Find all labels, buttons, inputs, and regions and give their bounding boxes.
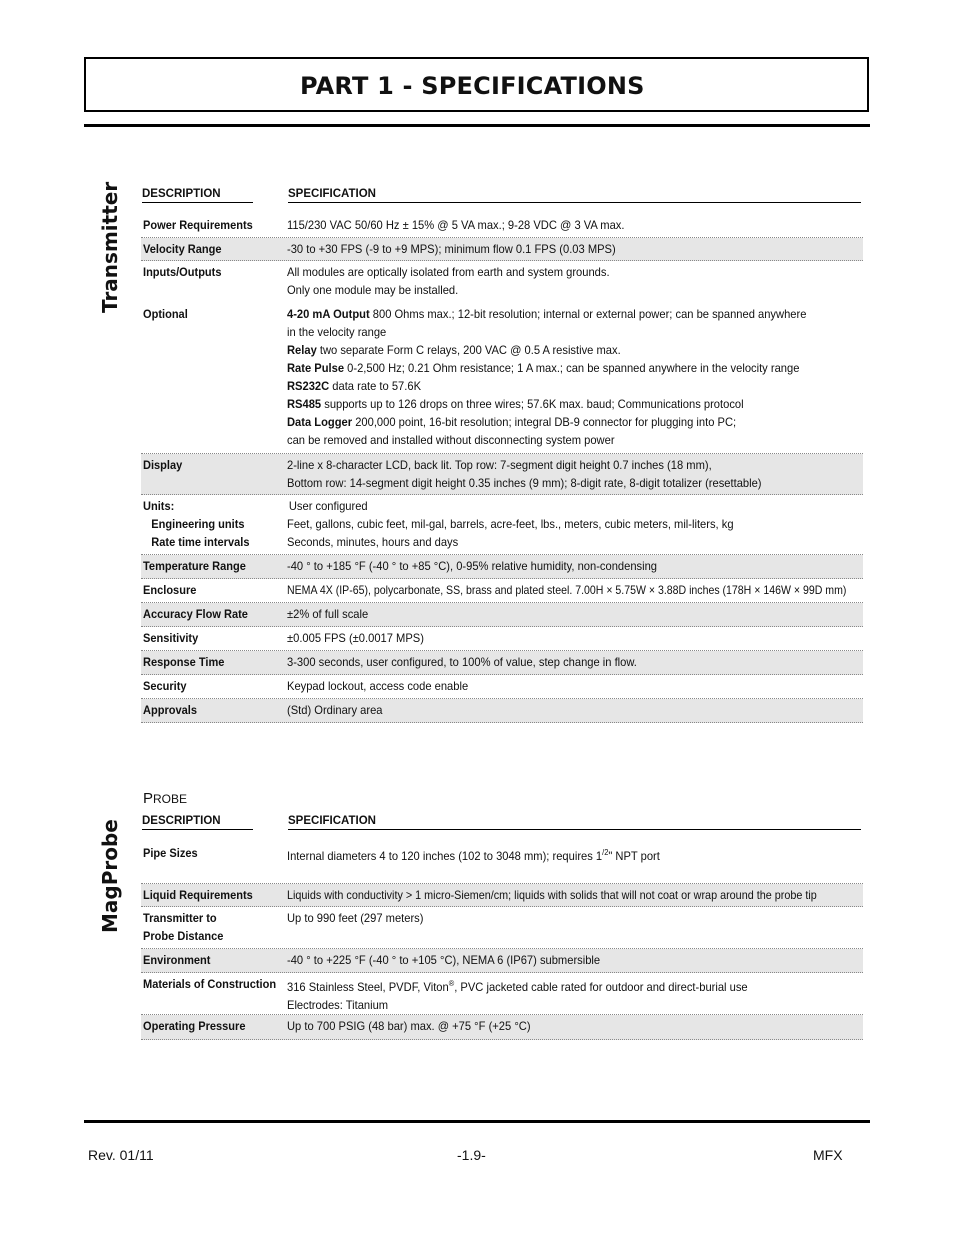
row-value: -40 ° to +225 °F (-40 ° to +105 °C), NEMA 6 (IP67) submersible: [287, 953, 601, 967]
row-label: Security: [143, 679, 187, 693]
description-underline: [142, 829, 253, 830]
spec-row-environment: [141, 949, 863, 973]
spec-row-accuracy: [141, 603, 863, 627]
spec-row-temperature: [141, 555, 863, 579]
specification-underline: [288, 829, 861, 830]
probe-description-header: DESCRIPTION: [142, 815, 221, 827]
io-line-1: All modules are optically isolated from earth and system grounds.: [287, 265, 610, 279]
materials-text-b: , PVC jacketed cable rated for outdoor and direct-burial use: [454, 980, 748, 994]
relay-text: two separate Form C relays, 200 VAC @ 0.5 A resistive max.: [316, 343, 621, 357]
relay-line: [287, 341, 806, 359]
rs232-text: data rate to 57.6K: [329, 379, 422, 393]
row-value: [287, 497, 734, 551]
row-label: [143, 497, 249, 551]
units-label: Units:: [143, 499, 175, 513]
specification-underline: [288, 202, 861, 203]
row-label: Approvals: [143, 703, 197, 717]
rs232-line: [287, 377, 806, 395]
spec-row-approvals: [141, 699, 863, 723]
row-value: -30 to +30 FPS (-9 to +9 MPS); minimum flow 0.1 FPS (0.03 MPS): [287, 242, 616, 256]
row-value: [287, 263, 610, 299]
bottom-rule: [84, 1120, 870, 1123]
probe-heading: [143, 790, 187, 807]
registered-mark: ®: [448, 979, 455, 988]
magprobe-section-label: MagProbe: [98, 819, 122, 933]
spec-row-materials: [141, 973, 863, 1015]
row-value: Up to 700 PSIG (48 bar) max. @ +75 °F (+25 °C): [287, 1019, 531, 1033]
distance-label-2: Probe Distance: [143, 929, 224, 943]
spec-row-pressure: [141, 1015, 863, 1040]
row-value: [287, 975, 748, 1014]
description-underline: [142, 202, 253, 203]
row-label: Liquid Requirements: [143, 888, 253, 902]
model-label: MFX: [813, 1147, 843, 1163]
pipe-sizes-text-end: " NPT port: [608, 849, 660, 863]
materials-line-2: Electrodes: Titanium: [287, 998, 389, 1012]
spec-row-power: [141, 213, 863, 238]
top-rule: [84, 124, 870, 127]
spec-row-distance: [141, 907, 863, 949]
page-title: PART 1 - SPECIFICATIONS: [300, 72, 645, 100]
spec-row-sensitivity: [141, 627, 863, 651]
rs485-line: [287, 395, 806, 413]
data-logger-line-2: can be removed and installed without disconnecting system power: [287, 433, 615, 447]
optional-label: Optional: [143, 307, 188, 321]
relay-name: Relay: [287, 343, 317, 357]
probe-specification-header: SPECIFICATION: [288, 815, 376, 827]
row-label: Display: [143, 458, 183, 472]
units-line-2: Feet, gallons, cubic feet, mil-gal, barrels, acre-feet, lbs., meters, cubic meters, mil-liters, kg: [287, 517, 734, 531]
distance-label-1: Transmitter to: [143, 911, 217, 925]
spec-row-liquid: [141, 884, 863, 907]
row-label: Enclosure: [143, 583, 197, 597]
row-label: Accuracy Flow Rate: [143, 607, 248, 621]
data-logger-line: [287, 413, 806, 431]
units-line-3: Seconds, minutes, hours and days: [287, 535, 459, 549]
optional-value: [287, 305, 806, 449]
rate-time-intervals-label: Rate time intervals: [151, 535, 250, 549]
row-value: [287, 456, 762, 492]
row-value: ±2% of full scale: [287, 607, 369, 621]
row-value: [287, 844, 660, 865]
row-label: Response Time: [143, 655, 225, 669]
data-logger-text: 200,000 point, 16-bit resolution; integral DB-9 connector for plugging into PC;: [352, 415, 737, 429]
row-label: Velocity Range: [143, 242, 222, 256]
rs485-text: supports up to 126 drops on three wires; 57.6K max. baud; Communications protocol: [321, 397, 744, 411]
page-number: -1.9-: [457, 1147, 486, 1163]
rate-pulse-line: [287, 359, 806, 377]
row-value: Keypad lockout, access code enable: [287, 679, 469, 693]
probe-heading-rest: ROBE: [153, 792, 188, 806]
transmitter-specification-header: SPECIFICATION: [288, 188, 376, 200]
row-value: 3-300 seconds, user configured, to 100% of value, step change in flow.: [287, 655, 637, 669]
row-value: (Std) Ordinary area: [287, 703, 383, 717]
pipe-sizes-text: Internal diameters 4 to 120 inches (102 to 3048 mm); requires 1: [287, 849, 603, 863]
rate-pulse-name: Rate Pulse: [287, 361, 345, 375]
row-value: NEMA 4X (IP-65), polycarbonate, SS, brass and plated steel. 7.00H × 5.75W × 3.88D inches (178H × 146W × 99D mm): [287, 583, 847, 597]
row-value: Up to 990 feet (297 meters): [287, 911, 424, 925]
row-value: -40 ° to +185 °F (-40 ° to +85 °C), 0-95% relative humidity, non-condensing: [287, 559, 658, 573]
ma-output-line: [287, 305, 806, 323]
probe-heading-cap: P: [143, 790, 154, 807]
row-label: Power Requirements: [143, 218, 253, 232]
row-label: Temperature Range: [143, 559, 246, 573]
rs485-name: RS485: [287, 397, 322, 411]
revision-label: Rev. 01/11: [88, 1147, 154, 1163]
spec-row-display: [141, 454, 863, 495]
row-value: 115/230 VAC 50/60 Hz ± 15% @ 5 VA max.; 9-28 VDC @ 3 VA max.: [287, 218, 625, 232]
engineering-units-label: Engineering units: [151, 517, 245, 531]
ma-output-text: 800 Ohms max.; 12-bit resolution; internal or external power; can be spanned anywhere: [369, 307, 807, 321]
row-label: Operating Pressure: [143, 1019, 246, 1033]
rate-pulse-text: 0-2,500 Hz; 0.21 Ohm resistance; 1 A max.; can be spanned anywhere in the velocity range: [344, 361, 800, 375]
row-label: [143, 909, 223, 945]
ma-output-line-2: in the velocity range: [287, 325, 387, 339]
rs232-name: RS232C: [287, 379, 330, 393]
row-label: Materials of Construction: [143, 977, 277, 991]
row-label: Environment: [143, 953, 211, 967]
data-logger-name: Data Logger: [287, 415, 353, 429]
spec-row-velocity: [141, 238, 863, 261]
materials-text-a: 316 Stainless Steel, PVDF, Viton: [287, 980, 449, 994]
spec-row-pipe-sizes: [141, 840, 863, 884]
row-label: Sensitivity: [143, 631, 199, 645]
spec-row-security: [141, 675, 863, 699]
spec-row-response: [141, 651, 863, 675]
row-value: Liquids with conductivity > 1 micro-Siemen/cm; liquids with solids that will not coat or wrap around the probe tip: [287, 888, 817, 902]
spec-row-io-optional: [141, 261, 863, 454]
row-value: ±0.005 FPS (±0.0017 MPS): [287, 631, 424, 645]
display-line-2: Bottom row: 14-segment digit height 0.35 inches (9 mm); 8-digit rate, 8-digit totalizer (resettable): [287, 476, 762, 490]
spec-row-units: [141, 495, 863, 555]
transmitter-description-header: DESCRIPTION: [142, 188, 221, 200]
units-line-1: User configured: [288, 499, 368, 513]
materials-line-1: [287, 975, 748, 996]
spec-row-enclosure: [141, 579, 863, 603]
transmitter-section-label: Transmitter: [98, 181, 122, 313]
row-label: Inputs/Outputs: [143, 265, 222, 279]
title-box: [84, 57, 869, 112]
row-label: Pipe Sizes: [143, 846, 198, 860]
ma-output-name: 4-20 mA Output: [287, 307, 370, 321]
io-line-2: Only one module may be installed.: [287, 283, 459, 297]
pipe-sizes-fraction: /2: [602, 848, 609, 857]
display-line-1: 2-line x 8-character LCD, back lit. Top row: 7-segment digit height 0.7 inches (18 mm),: [287, 458, 712, 472]
